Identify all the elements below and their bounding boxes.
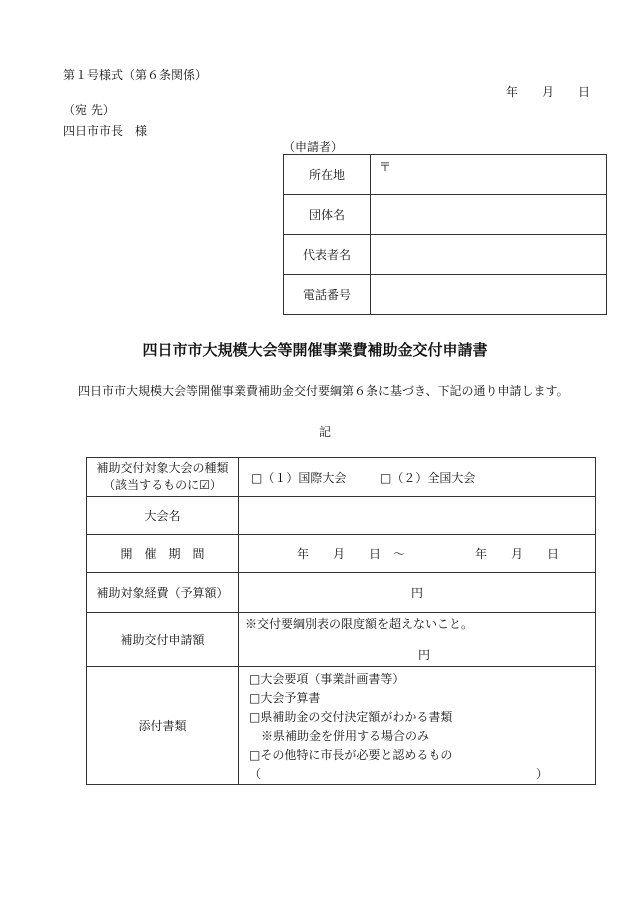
- attachment-item[interactable]: □県補助金の交付決定額がわかる書類: [249, 710, 453, 724]
- postal-mark: 〒: [379, 160, 392, 174]
- event-name-label: 大会名: [87, 497, 239, 535]
- applicant-row-address: [284, 155, 607, 195]
- row-type: [87, 458, 596, 497]
- applicant-table: [283, 154, 607, 315]
- addressee-label: （宛 先）: [63, 103, 115, 117]
- period-end: 年 月 日: [475, 547, 560, 561]
- addressee: 四日市市長 様: [63, 124, 148, 138]
- request-note: ※交付要綱別表の限度額を超えないこと。: [245, 617, 474, 631]
- option-national[interactable]: □（２）全国大会: [380, 470, 476, 485]
- paren-close: ）: [536, 767, 549, 781]
- paren-open: （: [249, 767, 262, 781]
- row-request: [87, 613, 596, 667]
- ki-label: 記: [318, 425, 331, 439]
- org-name-label: 団体名: [284, 195, 371, 235]
- period-field[interactable]: [239, 535, 596, 573]
- period-label: 開 催 期 間: [87, 535, 239, 573]
- request-unit: 円: [418, 648, 431, 662]
- applicant-label: （申請者）: [283, 140, 344, 154]
- form-number: 第１号様式（第６条関係）: [63, 68, 208, 82]
- row-name: [87, 497, 596, 535]
- intro-text: 四日市市大規模大会等開催事業費補助金交付要綱第６条に基づき、下記の通り申請します。: [78, 384, 569, 398]
- row-period: [87, 535, 596, 573]
- cost-unit: 円: [410, 586, 423, 600]
- type-label-line2: （該当するものに☑）: [103, 478, 222, 492]
- request-field[interactable]: [239, 613, 596, 667]
- representative-label: 代表者名: [284, 235, 371, 275]
- cost-field[interactable]: [239, 573, 596, 613]
- main-table: [86, 457, 596, 785]
- address-label: 所在地: [284, 155, 371, 195]
- attachments-list: [239, 667, 596, 785]
- row-cost: [87, 573, 596, 613]
- phone-label: 電話番号: [284, 275, 371, 315]
- attachment-item[interactable]: □その他特に市長が必要と認めるもの: [249, 748, 453, 762]
- attachment-item[interactable]: □大会要項（事業計画書等）: [249, 672, 405, 686]
- type-label-line1: 補助交付対象大会の種類: [96, 461, 229, 475]
- type-label: [87, 458, 239, 497]
- event-name-field[interactable]: [239, 497, 596, 535]
- date-line: 年 月 日: [506, 85, 591, 99]
- period-start: 年 月 日 ～: [297, 547, 406, 561]
- document-title: 四日市市大規模大会等開催事業費補助金交付申請書: [142, 341, 488, 359]
- address-field[interactable]: [371, 155, 607, 195]
- request-label: 補助交付申請額: [87, 613, 239, 667]
- other-detail-field[interactable]: [249, 765, 549, 784]
- applicant-row-phone: [284, 275, 607, 315]
- type-options: [239, 458, 596, 497]
- row-attachments: [87, 667, 596, 785]
- cost-label: 補助対象経費（予算額）: [87, 573, 239, 613]
- representative-field[interactable]: [371, 235, 607, 275]
- org-name-field[interactable]: [371, 195, 607, 235]
- attachment-note: ※県補助金を併用する場合のみ: [249, 729, 430, 743]
- option-international[interactable]: □（１）国際大会: [251, 470, 347, 485]
- phone-field[interactable]: [371, 275, 607, 315]
- attachment-item[interactable]: □大会予算書: [249, 691, 321, 705]
- applicant-row-org: [284, 195, 607, 235]
- attachments-label: 添付書類: [87, 667, 239, 785]
- applicant-row-rep: [284, 235, 607, 275]
